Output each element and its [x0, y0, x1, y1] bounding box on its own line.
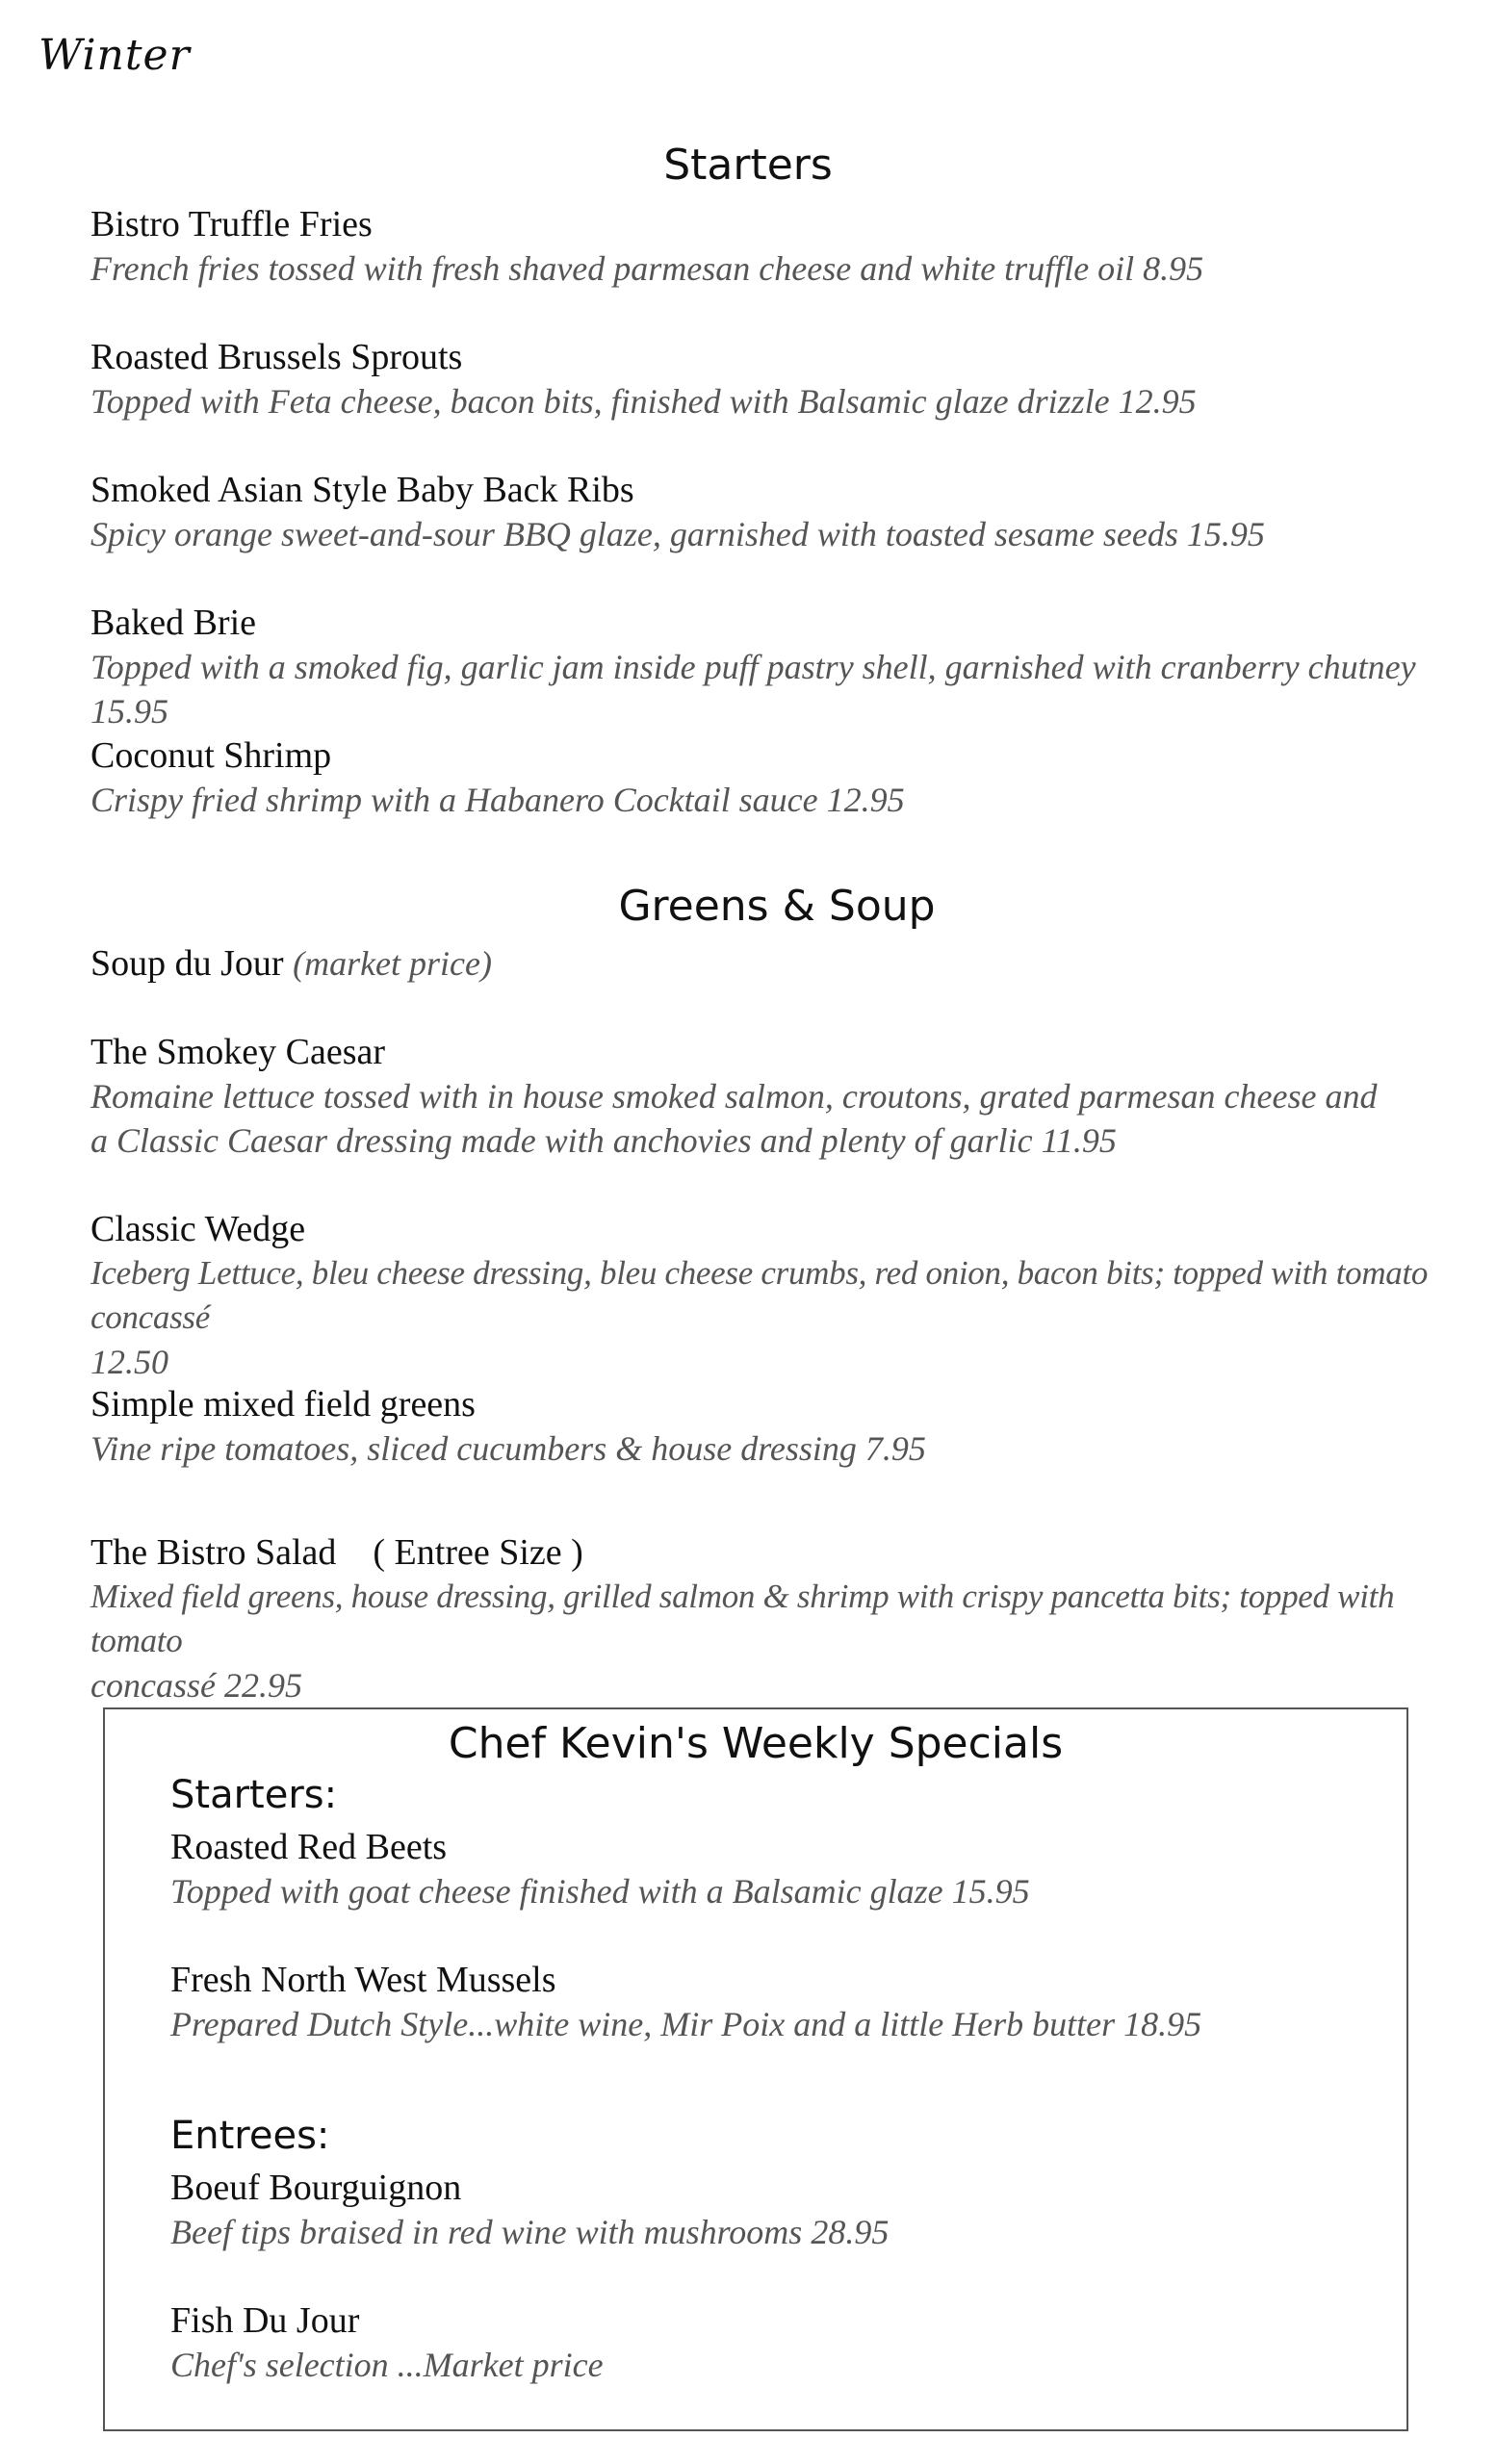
item-name: Smoked Asian Style Baby Back Ribs [90, 470, 634, 510]
item-description: Topped with goat cheese finished with a Balsamic glaze 15.95 [170, 1872, 1030, 1911]
item-description: Topped with a smoked fig, garlic jam inside puff pastry shell, garnished with cranberry chutney 15.95 [90, 648, 1416, 731]
menu-item [90, 335, 1477, 424]
special-item [170, 2166, 1383, 2254]
item-name: The Bistro Salad ( Entree Size ) [90, 1532, 583, 1573]
item-name: Coconut Shrimp [90, 735, 332, 776]
menu-item [90, 202, 1477, 291]
item-description: Chef's selection ...Market price [170, 2346, 604, 2384]
menu-item [90, 1207, 1477, 1384]
item-description: Spicy orange sweet-and-sour BBQ glaze, garnished with toasted sesame seeds 15.95 [90, 515, 1265, 553]
item-description: Vine ripe tomatoes, sliced cucumbers & house dressing 7.95 [90, 1429, 926, 1468]
specials-starters-heading: Starters: [170, 1773, 338, 1817]
starters-heading: Starters [663, 141, 833, 190]
menu-item [90, 1382, 1477, 1471]
item-name: Roasted Brussels Sprouts [90, 337, 463, 377]
item-name: Classic Wedge [90, 1209, 306, 1249]
menu-item [90, 601, 1477, 733]
season-title: Winter [39, 31, 191, 80]
special-item [170, 2298, 1383, 2387]
item-name: Boeuf Bourguignon [170, 2168, 462, 2208]
item-description: Mixed field greens, house dressing, grilled salmon & shrimp with crispy pancetta bits; topped with tomato [90, 1578, 1395, 1659]
item-description: Romaine lettuce tossed with in house smoked salmon, croutons, grated parmesan cheese and [90, 1077, 1378, 1116]
item-name: Simple mixed field greens [90, 1384, 476, 1424]
item-name: Fish Du Jour [170, 2300, 360, 2341]
item-description: concassé 22.95 [90, 1666, 302, 1705]
item-description: French fries tossed with fresh shaved parmesan cheese and white truffle oil 8.95 [90, 249, 1204, 288]
item-name: Baked Brie [90, 603, 257, 643]
item-description: 12.50 [90, 1343, 168, 1381]
item-description: Topped with Feta cheese, bacon bits, finished with Balsamic glaze drizzle 12.95 [90, 382, 1197, 421]
item-name: Roasted Red Beets [170, 1827, 448, 1867]
item-name: Bistro Truffle Fries [90, 204, 373, 244]
item-description: Crispy fried shrimp with a Habanero Cocktail sauce 12.95 [90, 781, 905, 819]
item-description: Prepared Dutch Style...white wine, Mir Poix and a little Herb butter 18.95 [170, 2005, 1202, 2043]
menu-item [90, 1530, 1477, 1707]
item-name: Soup du Jour [90, 943, 284, 984]
item-name: Fresh North West Mussels [170, 1960, 556, 2000]
item-description: a Classic Caesar dressing made with anchovies and plenty of garlic 11.95 [90, 1121, 1117, 1160]
special-item [170, 1825, 1383, 1913]
special-item [170, 1958, 1383, 2046]
menu-item [90, 1030, 1477, 1163]
greens-heading: Greens & Soup [618, 882, 936, 931]
soup-item [90, 941, 1477, 986]
specials-title: Chef Kevin's Weekly Specials [448, 1719, 1064, 1768]
menu-item [90, 468, 1477, 556]
item-description: Beef tips braised in red wine with mushrooms 28.95 [170, 2213, 890, 2251]
specials-entrees-heading: Entrees: [170, 2114, 330, 2158]
item-note: (market price) [293, 944, 492, 983]
item-description: Iceberg Lettuce, bleu cheese dressing, bleu cheese crumbs, red onion, bacon bits; topped with tomato concassé [90, 1254, 1429, 1336]
menu-item [90, 733, 1477, 822]
weekly-specials-box [103, 1707, 1408, 2431]
item-name: The Smokey Caesar [90, 1032, 386, 1072]
